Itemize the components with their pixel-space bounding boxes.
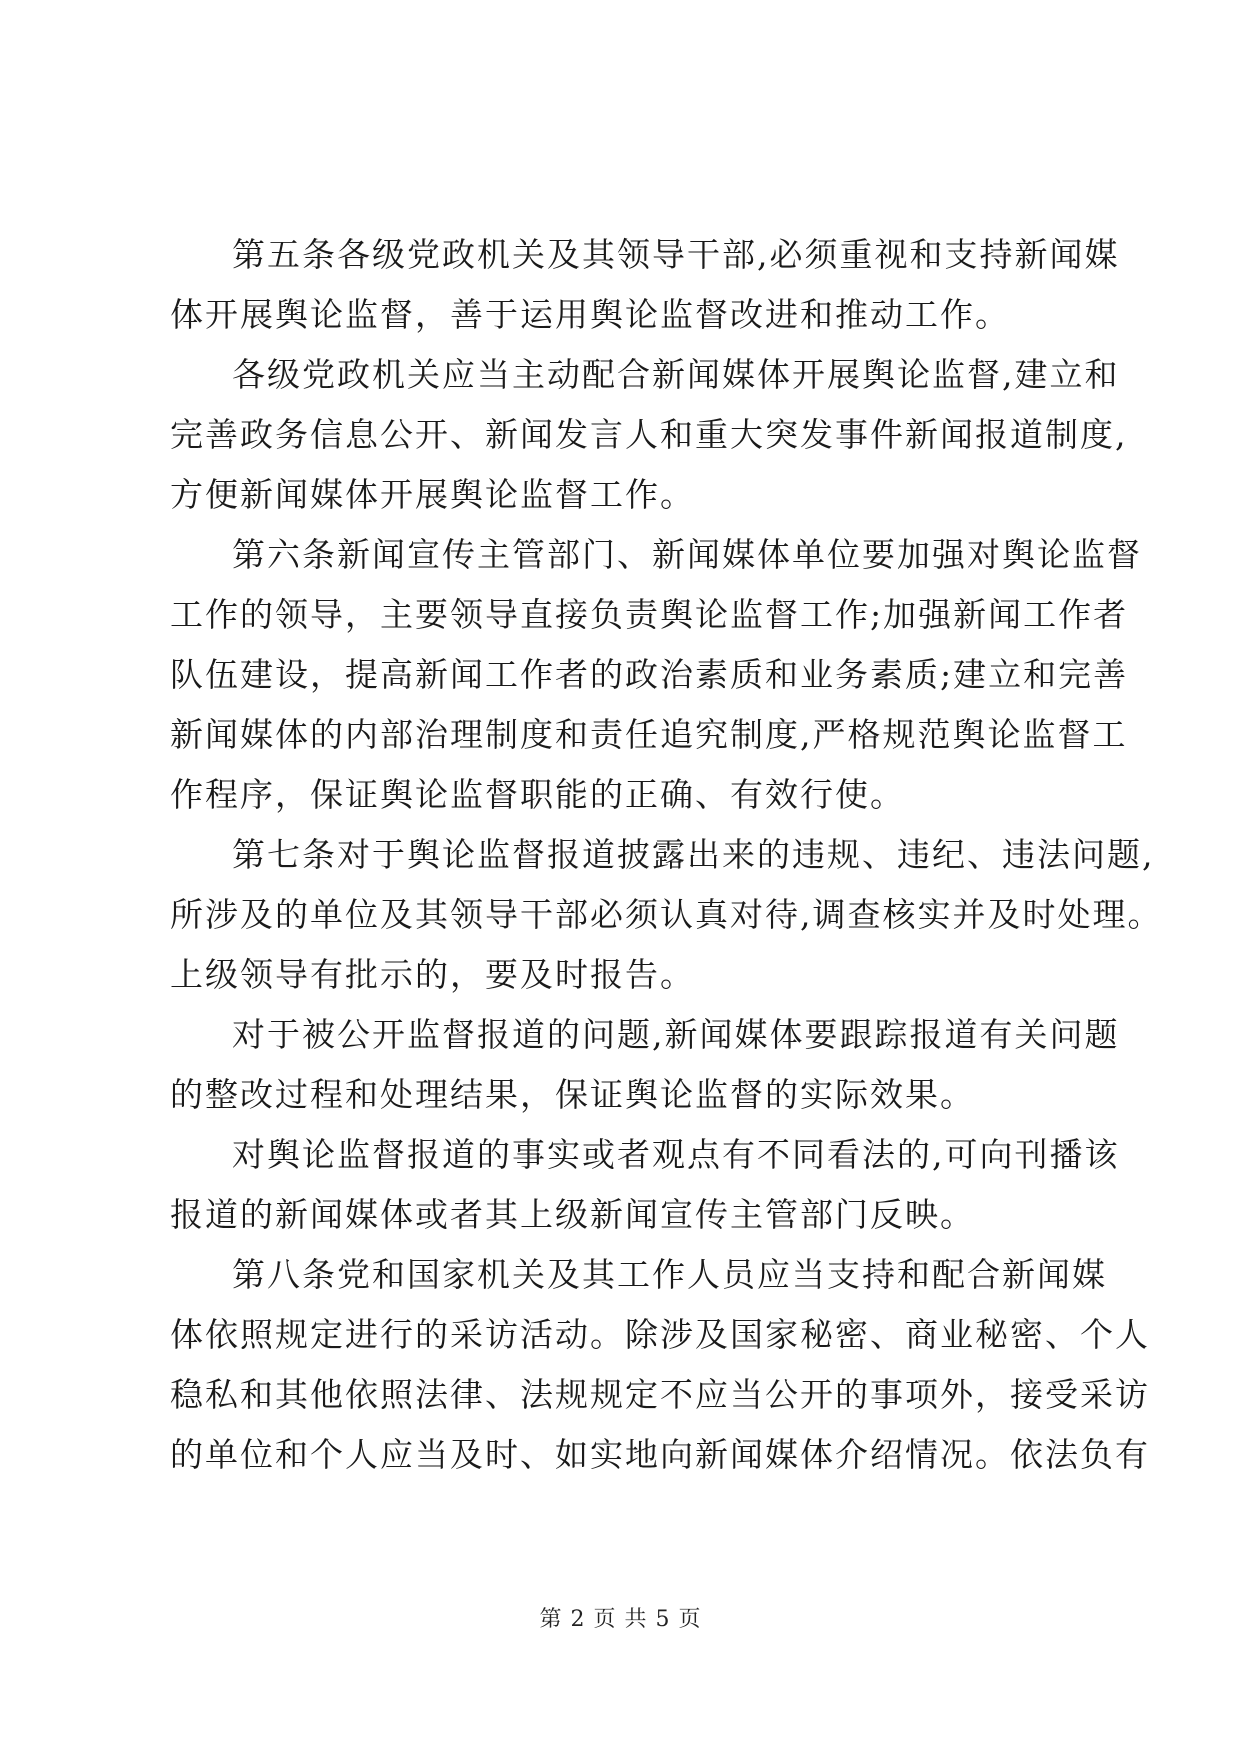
- text-line: 稳私和其他依照法律、法规规定不应当公开的事项外，接受采访: [170, 1375, 1150, 1414]
- text-line: 上级领导有批示的，要及时报告。: [170, 955, 695, 994]
- text-line: 体开展舆论监督，善于运用舆论监督改进和推动工作。: [170, 295, 1010, 334]
- paragraph-article-5: [170, 225, 1120, 345]
- paragraph-article-8: [170, 1245, 1150, 1485]
- text-line: 的整改过程和处理结果，保证舆论监督的实际效果。: [170, 1075, 975, 1114]
- text-line: 第五条各级党政机关及其领导干部,必须重视和支持新闻媒: [232, 235, 1120, 274]
- text-line: 第八条党和国家机关及其工作人员应当支持和配合新闻媒: [232, 1255, 1107, 1294]
- text-line: 体依照规定进行的采访活动。除涉及国家秘密、商业秘密、个人: [170, 1315, 1150, 1354]
- text-line: 第六条新闻宣传主管部门、新闻媒体单位要加强对舆论监督: [232, 535, 1142, 574]
- text-line: 报道的新闻媒体或者其上级新闻宣传主管部门反映。: [170, 1195, 975, 1234]
- page-number: 第 2 页 共 5 页: [539, 1607, 702, 1632]
- text-line: 的单位和个人应当及时、如实地向新闻媒体介绍情况。依法负有: [170, 1435, 1150, 1474]
- page-footer: [0, 1602, 1241, 1633]
- paragraph-article-6: [170, 525, 1142, 825]
- text-line: 第七条对于舆论监督报道披露出来的违规、违纪、违法问题,: [232, 835, 1155, 874]
- text-line: 作程序，保证舆论监督职能的正确、有效行使。: [170, 775, 905, 814]
- paragraph-article-5-cont: [170, 345, 1128, 525]
- text-line: 对于被公开监督报道的问题,新闻媒体要跟踪报道有关问题: [232, 1015, 1120, 1054]
- paragraph-article-7: [170, 825, 1163, 1005]
- text-line: 工作的领导，主要领导直接负责舆论监督工作;加强新闻工作者: [170, 595, 1129, 634]
- paragraph-article-7-cont-1: [170, 1005, 1120, 1125]
- text-line: 各级党政机关应当主动配合新闻媒体开展舆论监督,建立和: [232, 355, 1120, 394]
- text-line: 完善政务信息公开、新闻发言人和重大突发事件新闻报道制度,: [170, 415, 1128, 454]
- text-line: 所涉及的单位及其领导干部必须认真对待,调查核实并及时处理。: [170, 895, 1163, 934]
- text-line: 新闻媒体的内部治理制度和责任追究制度,严格规范舆论监督工: [170, 715, 1128, 754]
- document-body: [170, 225, 1163, 1485]
- paragraph-article-7-cont-2: [170, 1125, 1120, 1245]
- text-line: 队伍建设，提高新闻工作者的政治素质和业务素质;建立和完善: [170, 655, 1129, 694]
- text-line: 对舆论监督报道的事实或者观点有不同看法的,可向刊播该: [232, 1135, 1120, 1174]
- text-line: 方便新闻媒体开展舆论监督工作。: [170, 475, 695, 514]
